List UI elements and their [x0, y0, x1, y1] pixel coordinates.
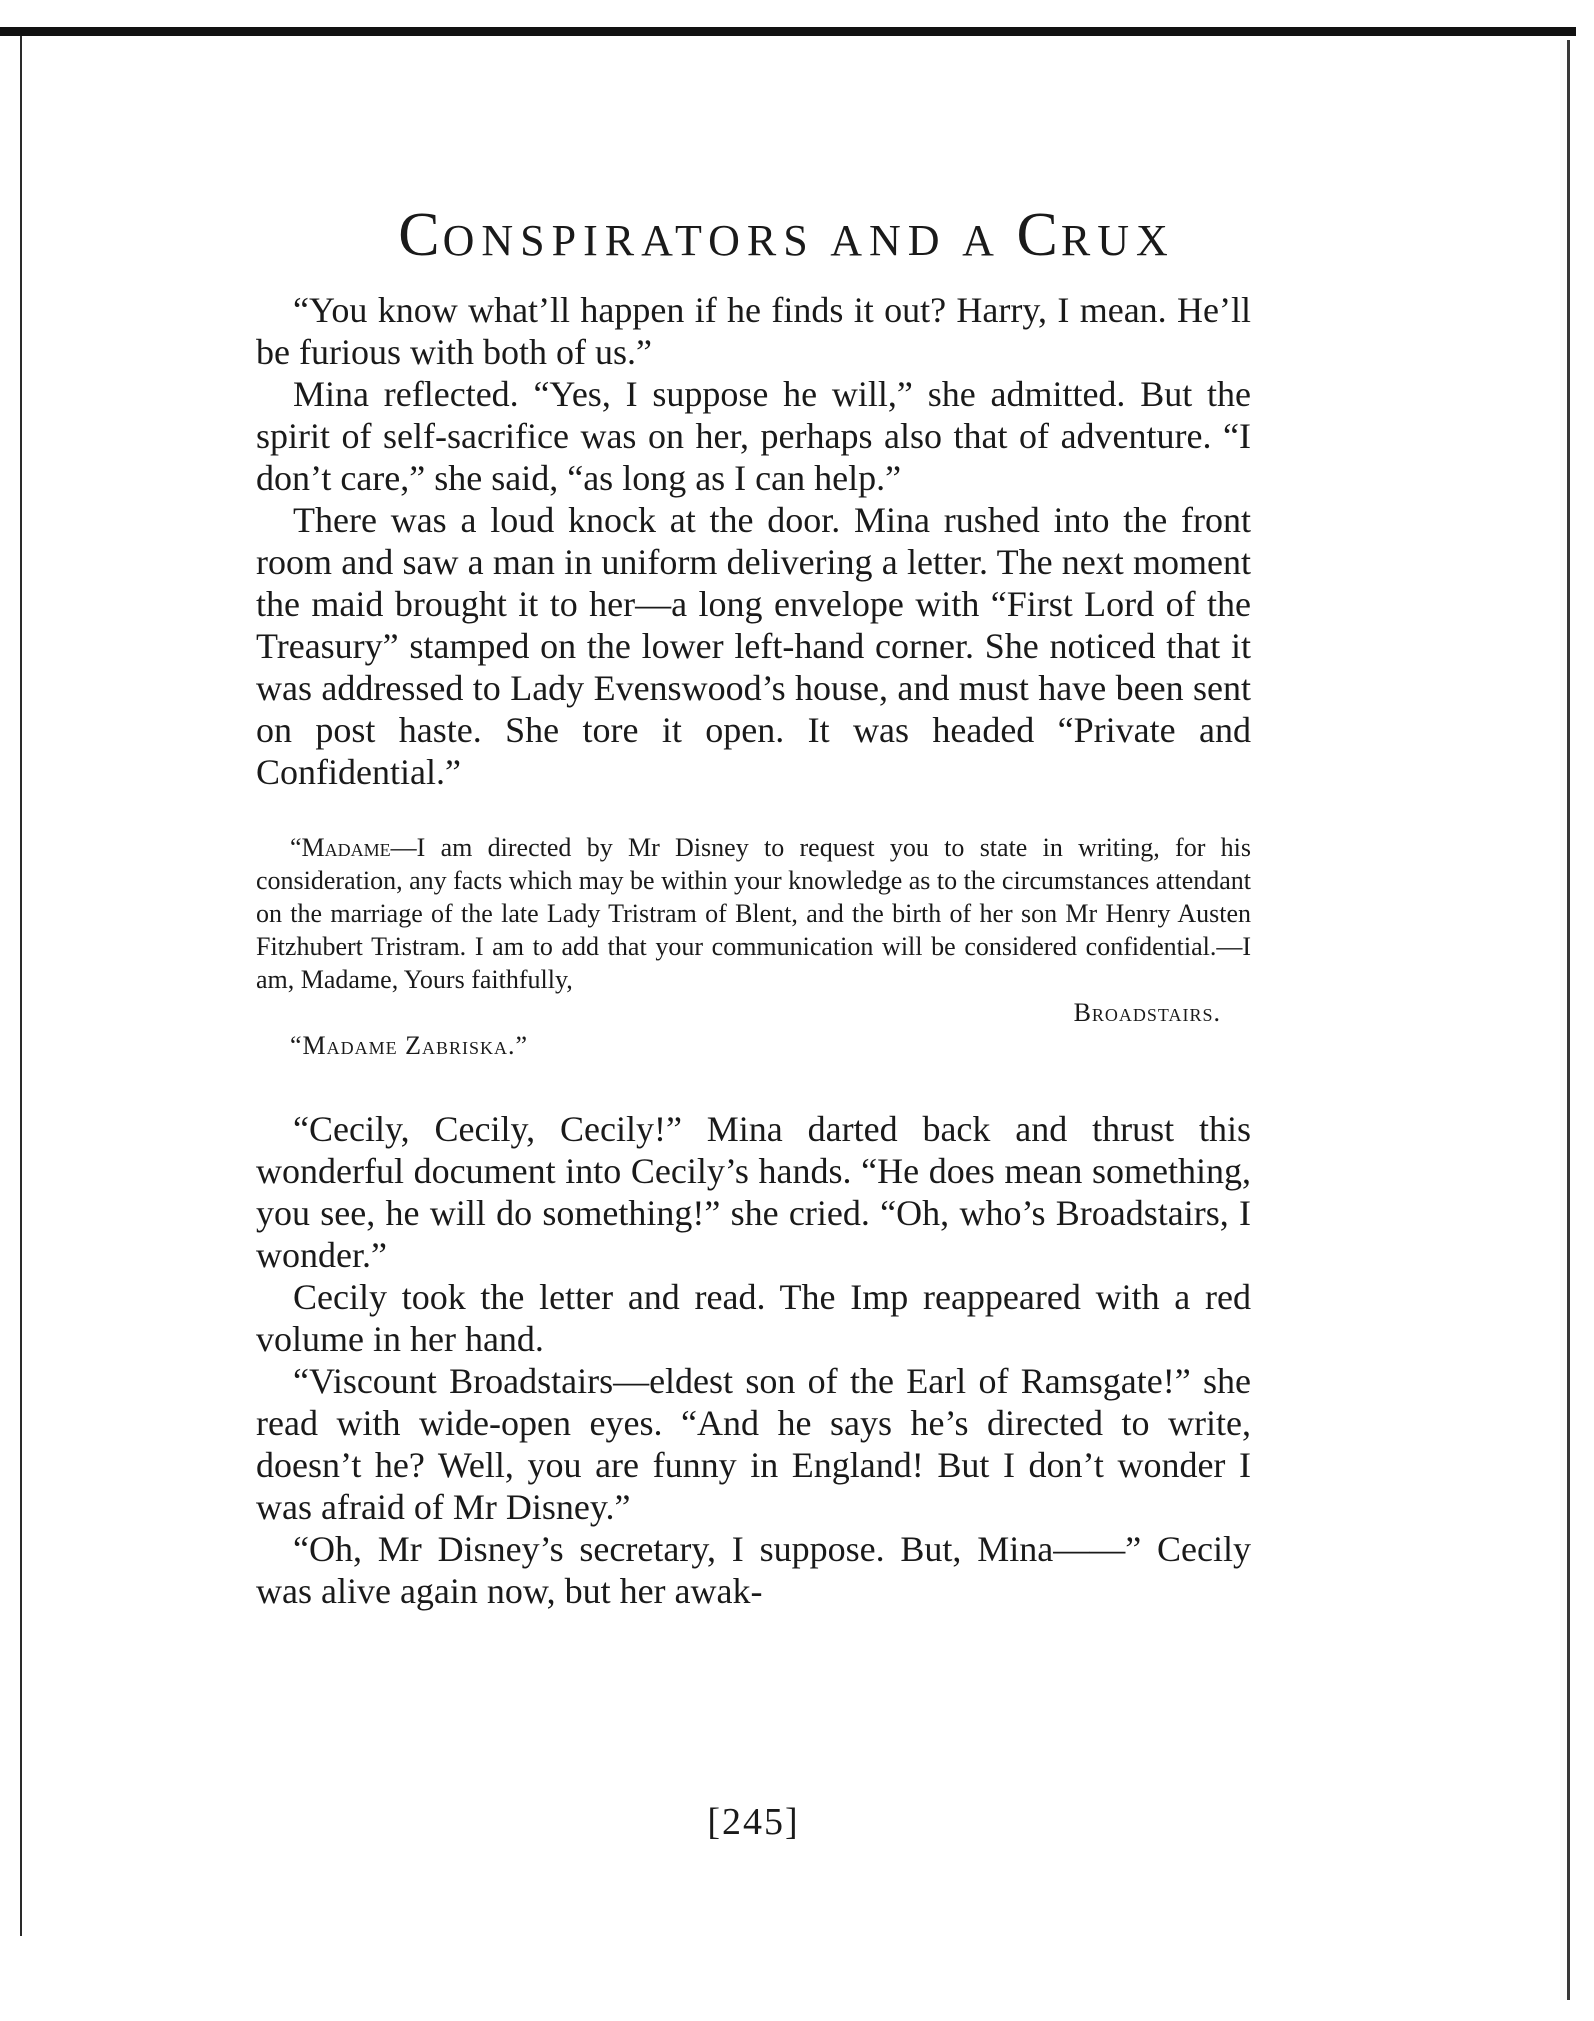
quoted-letter — [256, 831, 1251, 1062]
paragraph: There was a loud knock at the door. Mina rushed into the front room and saw a man in uniform delivering a letter. The next moment the maid brought it to her—a long envelope with “First Lord of the Treasury” stamped on the lower left-hand corner. She noticed that it was addressed to Lady Evenswood’s house, and must have been sent on post haste. She tore it open. It was headed “Private and Confidential.” — [256, 500, 1251, 792]
letter-body: “Madame—I am directed by Mr Disney to request you to state in writing, for his consideration, any facts which may be within your knowledge as to the circumstances attendant on the marriage of the late Lady Tristram of Blent, and the birth of her son Mr Henry Austen Fitzhubert Tristram. I am to add that your communication will be considered confidential.—I am, Madame, Yours faithfully, — [256, 833, 1251, 994]
left-page-edge — [20, 36, 22, 1936]
letter-signature: Broadstairs. — [1073, 998, 1221, 1027]
right-page-edge — [1567, 40, 1570, 2000]
page-number: [245] — [707, 1801, 800, 1843]
paragraph: “Oh, Mr Disney’s secretary, I suppose. But, Mina——” Cecily was alive again now, but her awak- — [256, 1529, 1251, 1611]
paragraph: “Cecily, Cecily, Cecily!” Mina darted back and thrust this wonderful document into Cecily’s hands. “He does mean something, you see, he will do something!” she cried. “Oh, who’s Broadstairs, I wonder.” — [256, 1109, 1251, 1275]
paragraph: “You know what’ll happen if he finds it out? Harry, I mean. He’ll be furious with both of us.” — [256, 290, 1251, 372]
letter-addressee: “Madame Zabriska.” — [290, 1031, 529, 1060]
chapter-title: CONSPIRATORS AND A CRUX — [398, 201, 1175, 269]
paragraph: Cecily took the letter and read. The Imp reappeared with a red volume in her hand. — [256, 1277, 1251, 1359]
paragraph: “Viscount Broadstairs—eldest son of the Earl of Ramsgate!” she read with wide-open eyes. “And he says he’s directed to write, doesn’t he? Well, you are funny in England! But I don’t wonder I was afraid of Mr Disney.” — [256, 1361, 1251, 1527]
top-rule — [0, 27, 1576, 36]
letter-salutation: Madame — [301, 833, 391, 862]
paragraph: Mina reflected. “Yes, I suppose he will,” she admitted. But the spirit of self-sacrifice was on her, perhaps also that of adventure. “I don’t care,” she said, “as long as I can help.” — [256, 374, 1251, 498]
page-content — [256, 200, 1251, 1843]
